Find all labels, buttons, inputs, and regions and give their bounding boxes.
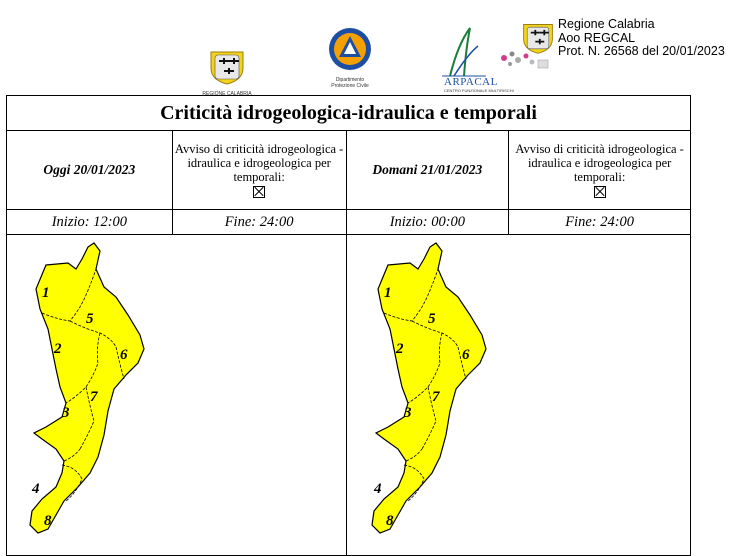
tomorrow-calabria-map	[358, 239, 558, 539]
tomorrow-zone-label-1: 1	[384, 285, 392, 301]
tomorrow-end: Fine: 24:00	[509, 210, 691, 235]
arpacal-wordmark: ARPACAL	[444, 76, 498, 88]
bulletin-title: Criticità idrogeologica-idraulica e temporali	[7, 96, 691, 131]
today-calabria-map	[16, 239, 216, 539]
today-map-cell	[7, 235, 347, 556]
stamp-regione-logo	[520, 20, 556, 61]
protezione-civile-caption-2: Protezione Civile	[331, 83, 369, 89]
today-start: Inizio: 12:00	[7, 210, 173, 235]
today-zone-label-5: 5	[86, 311, 94, 327]
tomorrow-avviso-checkbox	[594, 186, 606, 198]
tomorrow-map-cell	[346, 235, 691, 556]
today-avviso	[172, 131, 346, 210]
protezione-civile-caption-1: Dipartimento	[335, 77, 365, 83]
tomorrow-zone-label-6: 6	[462, 347, 470, 363]
coat-of-arms-small-icon	[520, 20, 556, 56]
today-zone-label-2: 2	[54, 341, 62, 357]
regione-calabria-caption: REGIONE CALABRIA	[202, 91, 252, 97]
today-zone-label-8: 8	[44, 513, 52, 529]
tomorrow-zone-label-5: 5	[428, 311, 436, 327]
stamp-line-3: Prot. N. 26568 del 20/01/2023	[558, 44, 725, 59]
today-label: Oggi 20/01/2023	[7, 131, 173, 210]
regione-calabria-logo	[196, 48, 258, 97]
tomorrow-label: Domani 21/01/2023	[346, 131, 509, 210]
arpacal-subcaption: CENTRO FUNZIONALE MULTIRISCHI	[444, 88, 514, 93]
today-zone-label-4: 4	[32, 481, 40, 497]
tomorrow-zone-label-4: 4	[374, 481, 382, 497]
tomorrow-zone-label-8: 8	[386, 513, 394, 529]
today-zone-label-3: 3	[62, 405, 70, 421]
today-zone-label-1: 1	[42, 285, 50, 301]
tomorrow-zone-label-7: 7	[432, 389, 440, 405]
today-zone-label-7: 7	[90, 389, 98, 405]
tomorrow-avviso-text: Avviso di criticità idrogeologica - idraulica e idrogeologica per temporali:	[515, 141, 684, 184]
tomorrow-zone-label-2: 2	[396, 341, 404, 357]
today-end: Fine: 24:00	[172, 210, 346, 235]
protocol-stamp	[558, 18, 725, 59]
protezione-civile-emblem-icon	[327, 26, 373, 72]
today-avviso-checkbox	[253, 186, 265, 198]
stamp-line-2: Aoo REGCAL	[558, 30, 636, 45]
bulletin-table	[6, 95, 691, 556]
tomorrow-avviso	[509, 131, 691, 210]
stamp-line-1: Regione Calabria	[558, 17, 655, 31]
today-avviso-text: Avviso di criticità idrogeologica - idraulica e idrogeologica per temporali:	[174, 141, 344, 184]
protezione-civile-logo	[318, 26, 382, 89]
today-zone-label-6: 6	[120, 347, 128, 363]
tomorrow-zone-label-3: 3	[404, 405, 412, 421]
coat-of-arms-icon	[207, 48, 247, 86]
tomorrow-start: Inizio: 00:00	[346, 210, 509, 235]
